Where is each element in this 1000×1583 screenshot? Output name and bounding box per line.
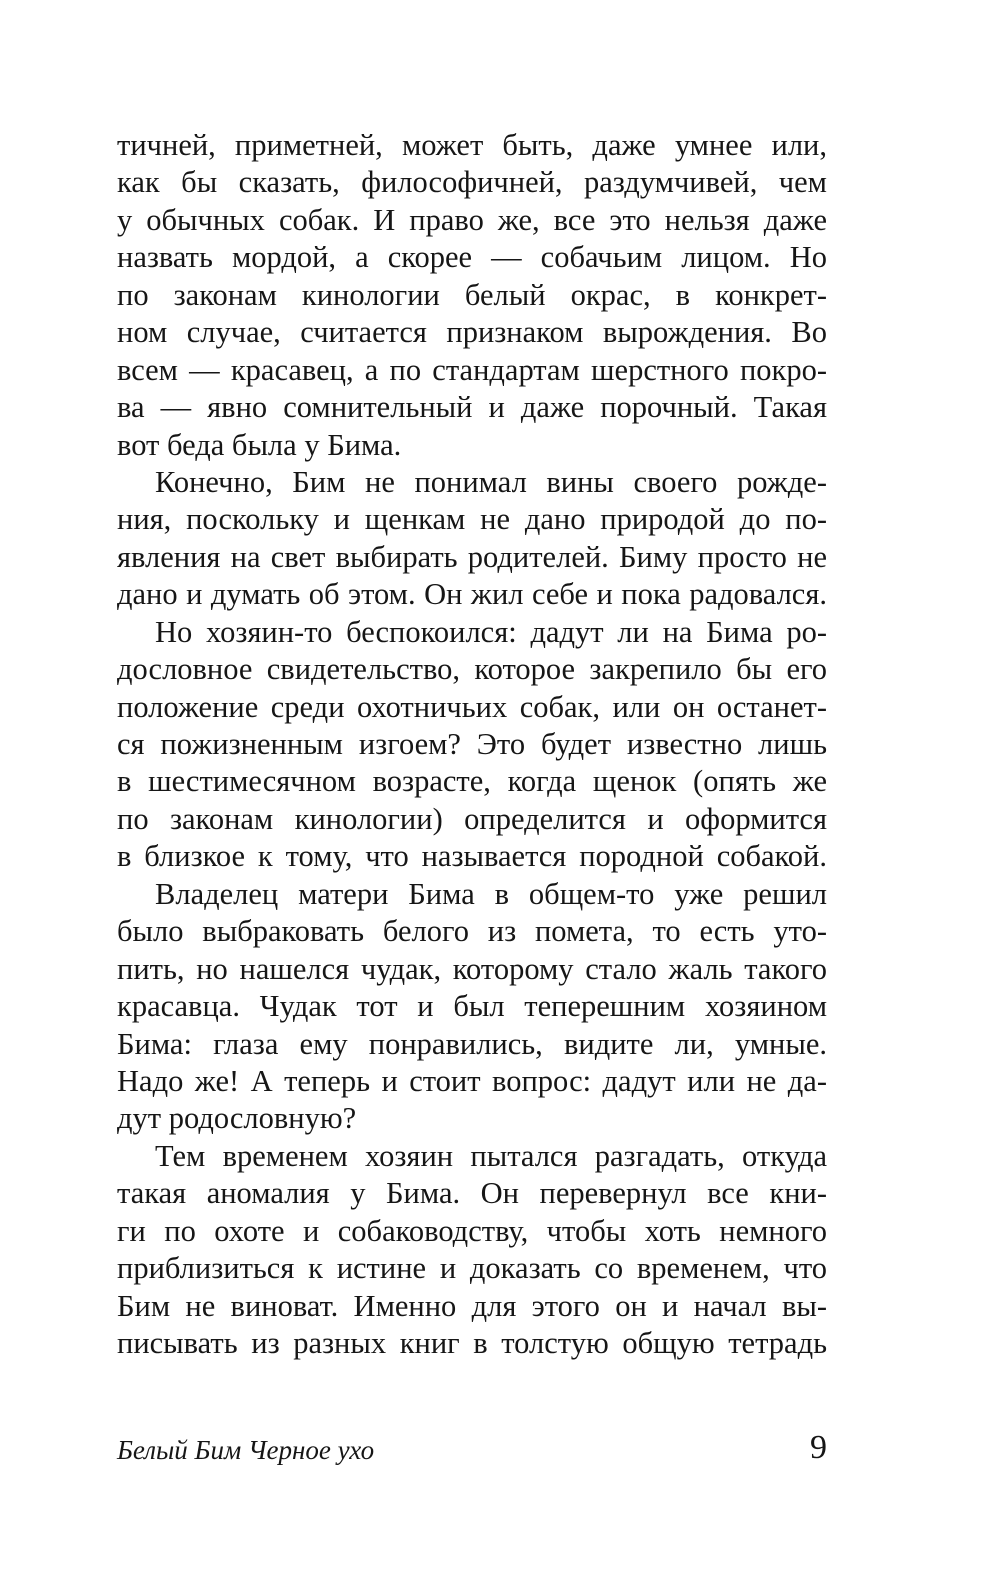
- text-line: красавца. Чудак тот и был теперешним хозяином: [117, 989, 827, 1024]
- page-footer: [117, 1428, 827, 1468]
- text-line: Бим не виноват. Именно для этого он и начал вы-: [117, 1288, 827, 1323]
- text-line: по законам кинологии белый окрас, в конкрет-: [117, 277, 827, 312]
- paragraph-first-line: Владелец матери Бима в общем-то уже решил: [155, 876, 827, 911]
- paragraph-first-line: Но хозяин-то беспокоился: дадут ли на Бима ро-: [155, 614, 827, 649]
- text-line: дут родословную?: [117, 1101, 357, 1136]
- text-line: ном случае, считается признаком вырождения. Во: [117, 315, 827, 350]
- text-line: пить, но нашелся чудак, которому стало жаль такого: [117, 951, 827, 986]
- text-line: было выбраковать белого из помета, то есть уто-: [117, 914, 827, 949]
- text-line: тичней, приметней, может быть, даже умнее или,: [117, 128, 827, 162]
- text-line: писывать из разных книг в толстую общую тетрадь: [117, 1326, 827, 1360]
- text-line: назвать мордой, а скорее — собачьим лицом. Но: [117, 240, 827, 275]
- text-line: дано и думать об этом. Он жил себе и пока радовался.: [117, 577, 827, 612]
- page-number: 9: [810, 1429, 827, 1466]
- text-line: ся пожизненным изгоем? Это будет известно лишь: [117, 727, 827, 761]
- text-line: явления на свет выбирать родителей. Биму просто не: [117, 539, 827, 574]
- text-line: по законам кинологии) определится и оформится: [117, 801, 827, 836]
- text-line: такая аномалия у Бима. Он перевернул все кни-: [117, 1176, 827, 1211]
- text-line: ги по охоте и собаководству, чтобы хоть немного: [117, 1213, 827, 1248]
- text-line: ва — явно сомнительный и даже порочный. Такая: [117, 390, 827, 425]
- text-line: положение среди охотничьих собак, или он останет-: [117, 689, 827, 724]
- paragraph-first-line: Тем временем хозяин пытался разгадать, откуда: [155, 1138, 827, 1173]
- text-line: приблизиться к истине и доказать со временем, что: [117, 1251, 827, 1286]
- text-line: в шестимесячном возрасте, когда щенок (опять же: [117, 764, 827, 799]
- text-line: вот беда была у Бима.: [117, 427, 402, 462]
- text-line: как бы сказать, философичней, раздумчивей, чем: [117, 165, 827, 200]
- body-text: [117, 127, 827, 1362]
- text-line: в близкое к тому, что называется породной собакой.: [117, 839, 827, 874]
- text-line: Надо же! А теперь и стоит вопрос: дадут или не да-: [117, 1063, 827, 1098]
- text-line: дословное свидетельство, которое закрепило бы его: [117, 652, 827, 687]
- text-line: всем — красавец, а по стандартам шерстного покро-: [117, 352, 827, 387]
- text-line: Бима: глаза ему понравились, видите ли, умные.: [117, 1026, 827, 1061]
- text-line: у обычных собак. И право же, все это нельзя даже: [117, 202, 827, 237]
- text-line: ния, поскольку и щенкам не дано природой до по-: [117, 502, 827, 537]
- running-title: Белый Бим Черное ухо: [117, 1435, 375, 1465]
- paragraph-first-line: Конечно, Бим не понимал вины своего рожде-: [155, 464, 827, 499]
